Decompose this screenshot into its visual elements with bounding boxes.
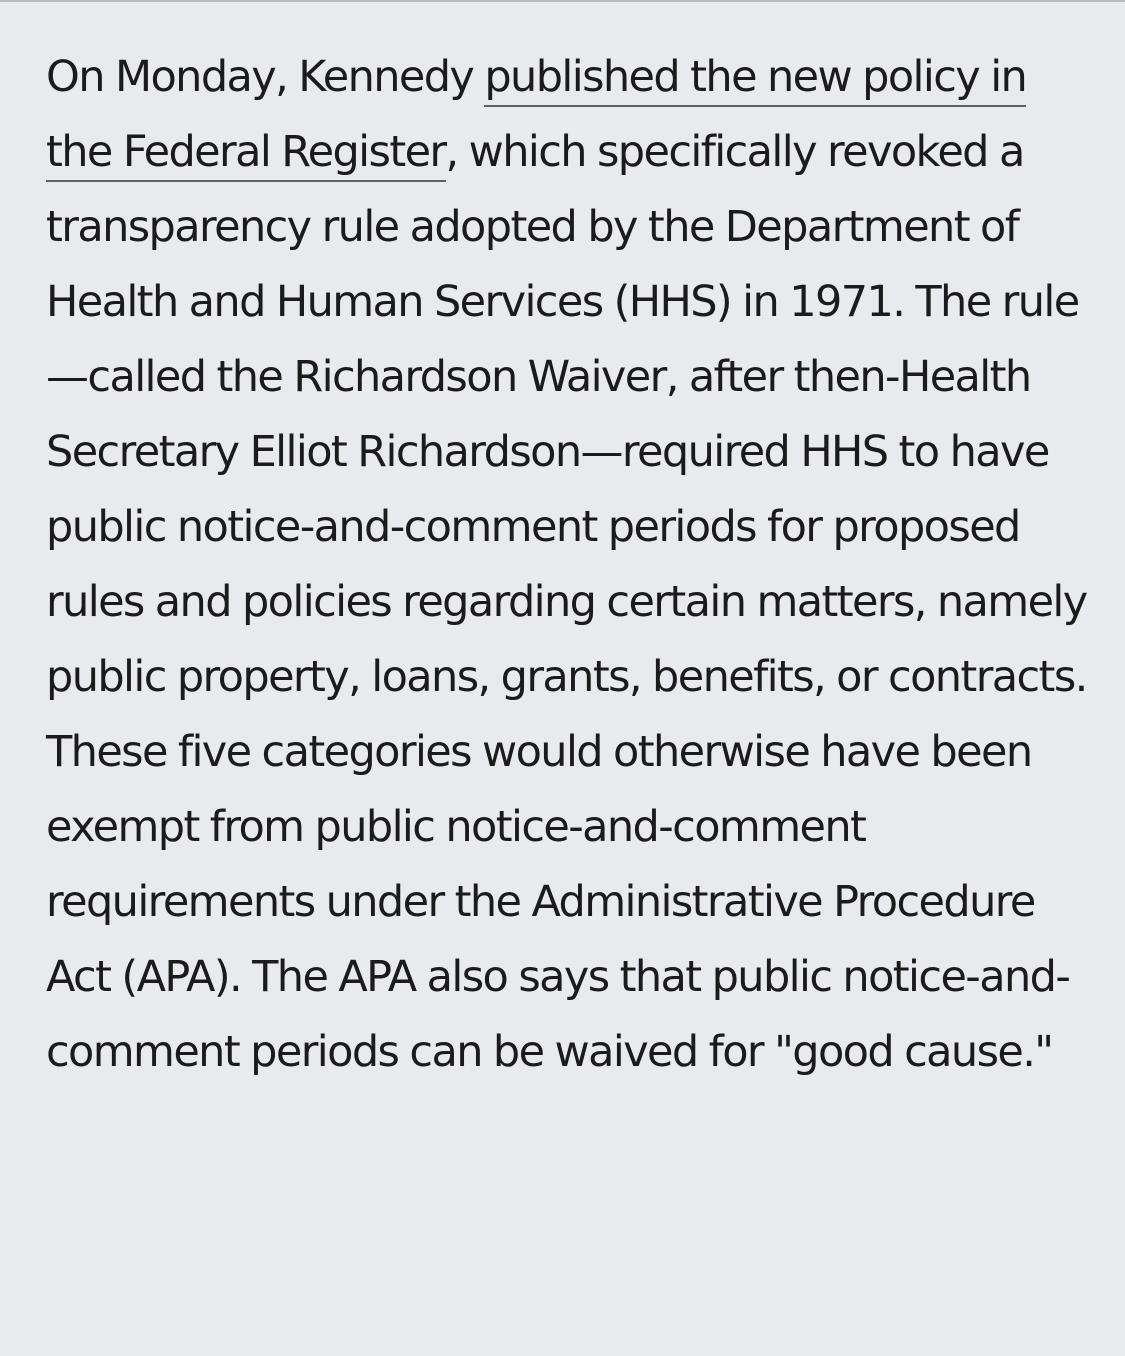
text-after-link: , which specifically revoked a transparency rule adopted by the Department of Health and Human Services (HHS) in 1971. The rule—called the Richardson Waiver, after then-Health Secretary Elliot Richardson—required HHS to have public notice-and-comment periods for proposed rules and policies regarding certain matters, namely public property, loans, grants, benefits, or contracts. These five categories would otherwise have been exempt from public notice-and-comment requirements under the Administrative Procedure Act (APA). The APA also says that public notice-and-comment periods can be waived for "good cause." (46, 127, 1087, 1077)
article-paragraph (46, 40, 1096, 1090)
text-before-link: On Monday, Kennedy (46, 52, 485, 102)
federal-register-link[interactable]: published the new policy in the Federal Register (46, 52, 1026, 182)
